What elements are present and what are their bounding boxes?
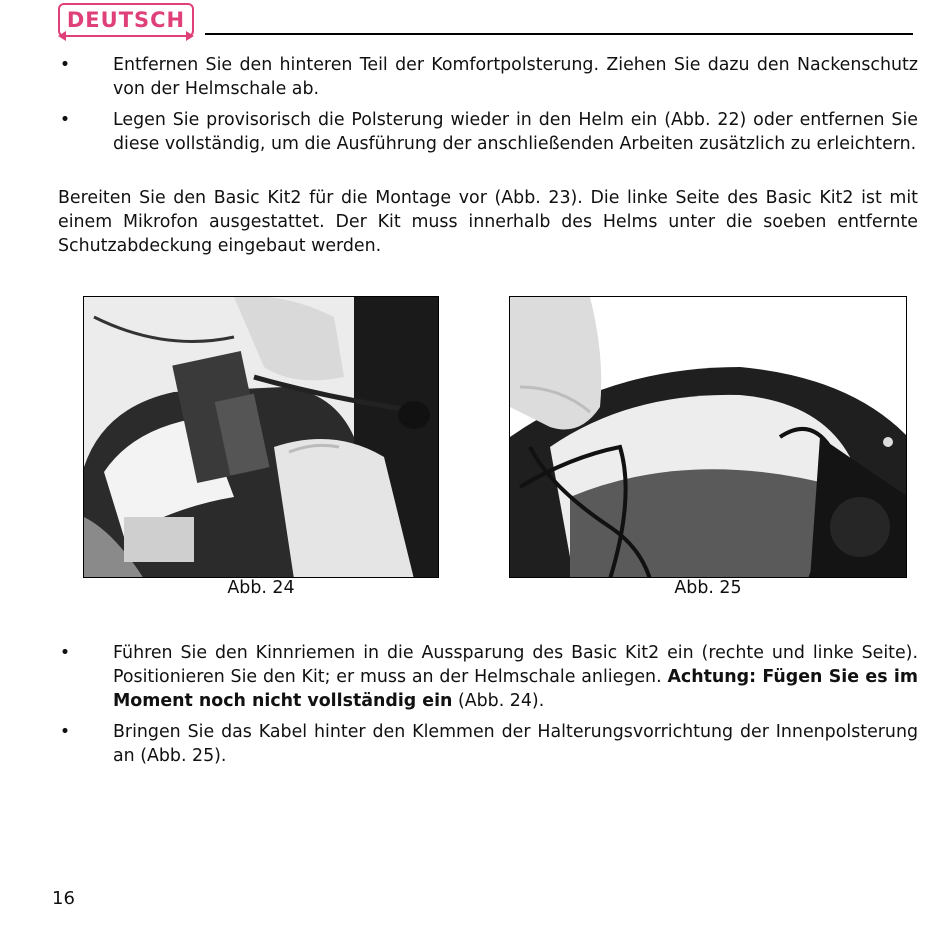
list-item-text-part: Führen Sie den Kinnriemen in die Aussparung des Basic Kit2 ein (rechte und linke Seite). Positionieren Sie den Kit; er muss an der Helmschale anliegen. (113, 643, 918, 687)
left-arrow-icon (58, 31, 66, 41)
list-item (58, 641, 918, 713)
list-item (58, 53, 918, 101)
bullet-icon: • (59, 55, 71, 75)
header-rule (205, 33, 913, 35)
figure-24-caption: Abb. 24 (227, 578, 295, 598)
language-badge (58, 3, 194, 37)
list-item-text-part: (Abb. 24). (452, 691, 545, 711)
list-item-text: Bringen Sie das Kabel hinter den Klemmen der Halterungsvorrichtung der Innenpolsterung an (Abb. 25). (113, 722, 918, 766)
figure-25-photo (509, 296, 907, 578)
bullet-icon: • (59, 110, 71, 130)
list-item (58, 108, 918, 156)
list-item-text: Legen Sie provisorisch die Polsterung wieder in den Helm ein (Abb. 22) oder entfernen Sie diese vollständig, um die Ausführung der anschließenden Arbeiten zusätzlich zu erleichtern. (113, 110, 918, 154)
warning-text: Achtung: Fügen Sie es im Moment noch nicht vollständig ein (113, 667, 918, 711)
bullet-icon: • (59, 643, 71, 663)
helmet-kit-photo-illustration (84, 297, 439, 578)
figure-24-photo (83, 296, 439, 578)
bullet-icon: • (59, 722, 71, 742)
helmet-cable-photo-illustration (510, 297, 907, 578)
right-arrow-icon (186, 31, 194, 41)
list-item-text (113, 641, 918, 713)
list-item (58, 720, 918, 768)
list-item-text: Entfernen Sie den hinteren Teil der Komfortpolsterung. Ziehen Sie dazu den Nackenschutz von der Helmschale ab. (113, 55, 918, 99)
body-paragraph: Bereiten Sie den Basic Kit2 für die Montage vor (Abb. 23). Die linke Seite des Basic Kit2 ist mit einem Mikrofon ausgestattet. Der Kit muss innerhalb des Helms unter die soeben entfernte Schutzabdeckung eingebaut werden. (58, 188, 918, 256)
language-label: DEUTSCH (66, 8, 186, 32)
figure-25-caption: Abb. 25 (674, 578, 742, 598)
page-number: 16 (52, 888, 75, 909)
